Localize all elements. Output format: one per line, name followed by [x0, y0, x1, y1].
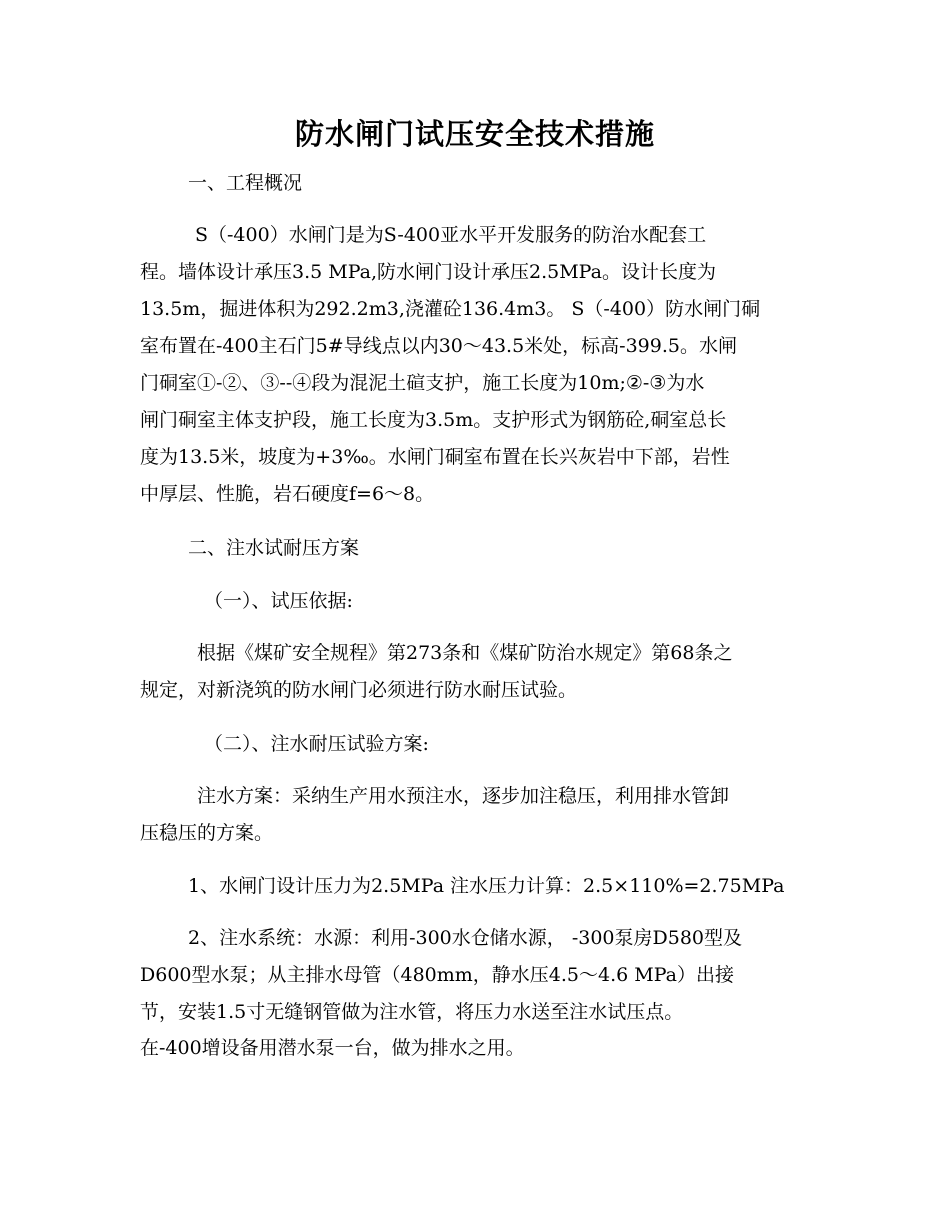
paragraph-overview-line: 13.5m，掘进体积为292.2m3,浇灌砼136.4m3。 S（-400）防水闸门硐 — [140, 298, 761, 320]
paragraph-basis-line: 规定，对新浇筑的防水闸门必须进行防水耐压试验。 — [140, 679, 578, 701]
list-item-water-system-line: 在-400增设备用潜水泵一台，做为排水之用。 — [140, 1037, 525, 1059]
paragraph-overview-line: S（-400）水闸门是为S-400亚水平开发服务的防治水配套工 — [195, 224, 707, 246]
paragraph-overview-line: 室布置在-400主石门5#导线点以内30～43.5米处，标高-399.5。水闸 — [140, 335, 737, 357]
list-item-water-system-line: D600型水泵；从主排水母管（480mm，静水压4.5～4.6 MPa）出接 — [140, 964, 734, 986]
list-item-design-pressure: 1、水闸门设计压力为2.5MPa 注水压力计算：2.5×110%=2.75MPa — [188, 875, 785, 897]
paragraph-scheme-line: 压稳压的方案。 — [140, 822, 274, 844]
subheading-scheme: （二）、注水耐压试验方案: — [204, 733, 429, 755]
section-heading-overview: 一、工程概况 — [188, 172, 303, 194]
subheading-basis: （一）、试压依据: — [204, 590, 353, 612]
list-item-water-system-line: 2、注水系统：水源：利用-300水仓储水源， -300泵房D580型及 — [188, 927, 742, 949]
paragraph-overview-line: 门硐室①-②、③--④段为混泥土碹支护，施工长度为10m;②-③为水 — [140, 372, 705, 394]
paragraph-overview-line: 程。墙体设计承压3.5 MPa,防水闸门设计承压2.5MPa。设计长度为 — [140, 261, 716, 283]
section-heading-test-plan: 二、注水试耐压方案 — [188, 537, 360, 559]
document-title: 防水闸门试压安全技术措施 — [294, 117, 655, 151]
paragraph-basis-line: 根据《煤矿安全规程》第273条和《煤矿防治水规定》第68条之 — [197, 642, 733, 664]
paragraph-overview-line: 中厚层、性脆，岩石硬度f=6～8。 — [140, 483, 435, 505]
list-item-water-system-line: 节，安装1.5寸无缝钢管做为注水管，将压力水送至注水试压点。 — [140, 1001, 684, 1023]
paragraph-overview-line: 闸门硐室主体支护段，施工长度为3.5m。支护形式为钢筋砼,硐室总长 — [140, 409, 727, 431]
paragraph-overview-line: 度为13.5米，坡度为+3‰。水闸门硐室布置在长兴灰岩中下部，岩性 — [140, 446, 730, 468]
paragraph-scheme-line: 注水方案：采纳生产用水预注水，逐步加注稳压，利用排水管卸 — [197, 785, 730, 807]
